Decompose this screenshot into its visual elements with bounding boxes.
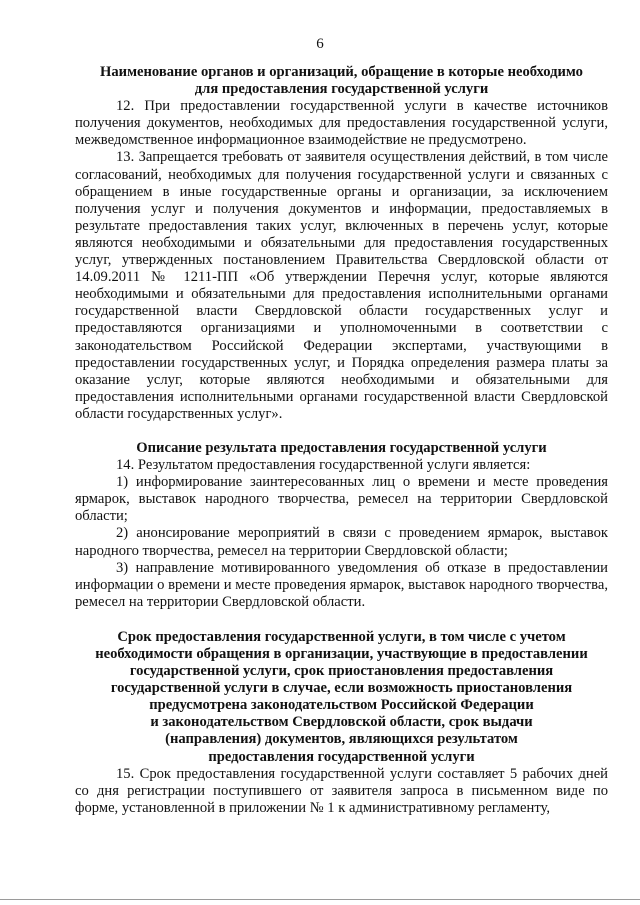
heading-line: предоставления государственной услуги [208, 748, 475, 765]
paragraph-14: 14. Результатом предоставления государственной услуги является: [116, 457, 531, 474]
list-item-3: 3) направление мотивированного уведомления об отказе в предоставлении информации о времени и месте проведения ярмарок, выставок народного творчества, ремесел на территории Свердловской области. [75, 559, 608, 610]
paragraph-15: 15. Срок предоставления государственной услуги составляет 5 рабочих дней со дня регистрации поступившего от заявителя запроса в письменном виде по форме, установленной в приложении № 1 к административному регламенту, [75, 765, 608, 816]
list-item-1: 1) информирование заинтересованных лиц о времени и месте проведения ярмарок, выставок народного творчества, ремесел на территории Свердловской области; [75, 474, 608, 525]
heading-line: (направления) документов, являющихся результатом [165, 731, 518, 748]
paragraph-13: 13. Запрещается требовать от заявителя осуществления действий, в том числе согласований, необходимых для получения государственной услуги и связанных с обращением в иные государственные органы и организации, за исключением получения услуг и получения документов и информации, предоставляемых в результате предоставления таких услуг, включенных в перечень услуг, которые являются необходимыми и обязательными для предоставления государственных услуг, утвержденных постановлением Правительства Свердловской области от 14.09.2011 № 1211-ПП «Об утверждении Перечня услуг, которые являются необходимыми и обязательными для предоставления исполнительными органами государственной власти Свердловской области государственных услуг и предоставляются организациями и уполномоченными в соответствии с законодательством Российской Федерации экспертами, участвующими в предоставлении государственных услуг, и Порядка определения размера платы за оказание услуг, которые являются необходимыми и обязательными для предоставления исполнительными органами государственной власти Свердловской области государственных услуг». [75, 149, 608, 422]
section-heading-organizations [75, 64, 608, 98]
section-spacer [75, 423, 608, 440]
heading-line: и законодательством Свердловской области, срок выдачи [150, 714, 533, 731]
heading-line: Описание результата предоставления государственной услуги [136, 439, 547, 456]
page-edge-line [0, 899, 640, 900]
paragraph-12: 12. При предоставлении государственной услуги в качестве источников получения документов, необходимых для предоставления государственной услуги, межведомственное информационное взаимодействие не предусмотрено. [75, 98, 608, 149]
section-heading-result [75, 440, 608, 457]
heading-line: государственной услуги в случае, если возможность приостановления [110, 680, 573, 697]
heading-line: государственной услуги, срок приостановления предоставления [129, 663, 554, 680]
heading-line: Срок предоставления государственной услуги, в том числе с учетом [117, 628, 566, 645]
list-item-2: 2) анонсирование мероприятий в связи с проведением ярмарок, выставок народного творчества, ремесел на территории Свердловской области; [75, 525, 608, 559]
section-heading-term [75, 629, 608, 766]
heading-line: Наименование органов и организаций, обращение в которые необходимо [100, 64, 583, 80]
heading-line: предусмотрена законодательством Российской Федерации [149, 697, 534, 714]
heading-line: для предоставления государственной услуги [194, 81, 489, 98]
section-spacer [75, 611, 608, 629]
page-number: 6 [316, 36, 324, 52]
document-body [75, 64, 608, 817]
heading-line: необходимости обращения в организации, участвующие в предоставлении [95, 646, 588, 662]
